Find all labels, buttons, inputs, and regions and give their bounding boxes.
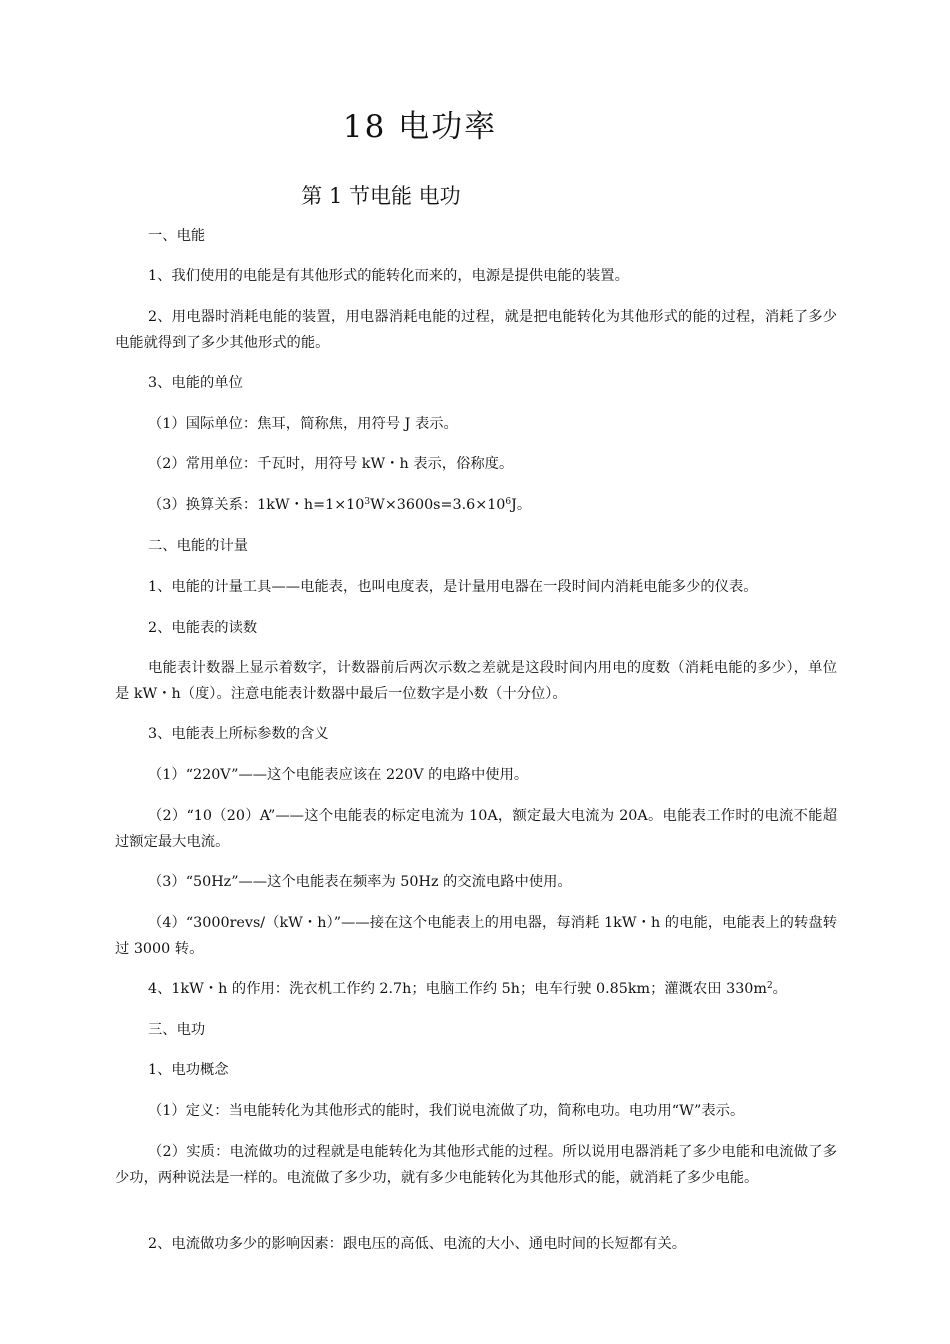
paragraph: （1）国际单位：焦耳，简称焦，用符号 J 表示。 (148, 416, 458, 432)
heading-measurement: 二、电能的计量 (148, 538, 249, 554)
paragraph: 1、电能的计量工具——电能表，也叫电度表，是计量用电器在一段时间内消耗电能多少的仪表。 (148, 579, 758, 595)
section-title: 第 1 节电能 电功 (301, 184, 461, 209)
chapter-title: 18 电功率 (342, 108, 498, 145)
paragraph: （4）“3000revs/（kW・h）”——接在这个电能表上的用电器，每消耗 1kW・h 的电能，电能表上的转盘转过 3000 转。 (115, 915, 837, 957)
paragraph: （3）“50Hz”——这个电能表在频率为 50Hz 的交流电路中使用。 (148, 874, 572, 890)
subheading-concept: 1、电功概念 (148, 1062, 229, 1078)
paragraph: （1）“220V”——这个电能表应该在 220V 的电路中使用。 (148, 767, 529, 783)
subheading-units: 3、电能的单位 (148, 375, 243, 391)
subheading-parameters: 3、电能表上所标参数的含义 (148, 726, 329, 742)
paragraph: （2）“10（20）A”——这个电能表的标定电流为 10A，额定最大电流为 20A。电能表工作时的电流不能超过额定最大电流。 (115, 808, 837, 850)
subheading-reading: 2、电能表的读数 (148, 620, 258, 636)
paragraph: 电能表计数器上显示着数字，计数器前后两次示数之差就是这段时间内用电的度数（消耗电能的多少），单位是 kW・h（度）。注意电能表计数器中最后一位数字是小数（十分位）。 (115, 660, 837, 702)
heading-electric-energy: 一、电能 (148, 228, 206, 244)
paragraph: 1、我们使用的电能是有其他形式的能转化而来的，电源是提供电能的装置。 (148, 268, 629, 284)
paragraph: （2）实质：电流做功的过程就是电能转化为其他形式能的过程。所以说用电器消耗了多少电能和电流做了多少功，两种说法是一样的。电流做了多少功，就有多少电能转化为其他形式的能，就消耗了多少电能。 (115, 1144, 837, 1186)
paragraph: （1）定义：当电能转化为其他形式的能时，我们说电流做了功，简称电功。电功用“W”表示。 (148, 1103, 745, 1119)
conversion-paragraph: （3）换算关系：1kW・$h=1\times 10^3W\times 3600s=3.6\times 10^6J$。 (148, 497, 532, 513)
paragraph: 2、电流做功多少的影响因素：跟电压的高低、电流的大小、通电时间的长短都有关。 (148, 1236, 687, 1252)
paragraph: 2、用电器时消耗电能的装置，用电器消耗电能的过程，就是把电能转化为其他形式的能的过程，消耗了多少电能就得到了多少其他形式的能。 (115, 309, 837, 351)
heading-electric-work: 三、电功 (148, 1022, 206, 1038)
usage-paragraph: 4、1kW・h 的作用：洗衣机工作约 2.7h；电脑工作约 5h；电车行驶 0.85km；灌溉农田 $330m^2$。 (148, 981, 787, 997)
paragraph: （2）常用单位：千瓦时，用符号 kW・h 表示，俗称度。 (148, 456, 514, 472)
